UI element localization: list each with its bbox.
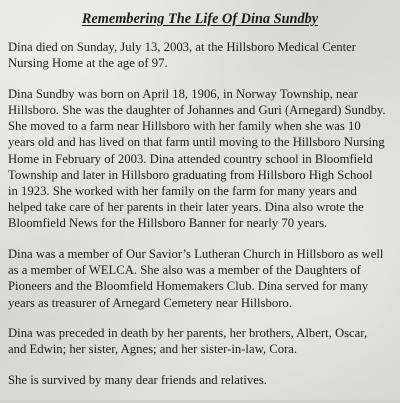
text-line: Township and later in Hillsboro graduating from Hillsboro High School <box>8 167 373 182</box>
paragraph-biography <box>8 86 400 232</box>
text-line: Nursing Home at the age of 97. <box>8 56 168 71</box>
text-line: Dina was preceded in death by her parents, her brothers, Albert, Oscar, <box>8 326 368 341</box>
text-line: Bloomfield News for the Hillsboro Banner for nearly 70 years. <box>8 216 328 231</box>
paragraph-survived-by <box>8 372 400 388</box>
page-title: Remembering The Life Of Dina Sundby <box>81 11 319 27</box>
obituary-body <box>8 39 400 403</box>
text-line: She moved to a farm near Hillsboro with her family when she was 10 <box>8 119 361 134</box>
text-line: Dina Sundby was born on April 18, 1906, in Norway Township, near <box>8 86 358 101</box>
text-line: years old and has lived on that farm until moving to the Hillsboro Nursing <box>8 135 385 150</box>
text-line: years as treasurer of Arnegard Cemetery near Hillsboro. <box>8 295 292 310</box>
text-line: and Edwin; her sister, Agnes; and her sister-in-law, Cora. <box>8 342 298 357</box>
text-line: in 1923. She worked with her family on the farm for many years and <box>8 184 357 199</box>
text-line: helped take care of her parents in their later years. Dina also wrote the <box>8 200 364 215</box>
text-line: Pioneers and the Bloomfield Homemakers Club. Dina served for many <box>8 279 369 294</box>
text-line: She is survived by many dear friends and relatives. <box>8 373 267 388</box>
paragraph-preceded-in-death <box>8 325 400 357</box>
text-line: as a member of WELCA. She also was a member of the Daughters of <box>8 263 361 278</box>
text-line: Dina died on Sunday, July 13, 2003, at the Hillsboro Medical Center <box>8 40 357 54</box>
paragraph-death-notice <box>8 39 400 71</box>
text-line: Home in February of 2003. Dina attended country school in Bloomfield <box>8 151 373 166</box>
paragraph-memberships <box>8 246 400 311</box>
text-line: Dina was a member of Our Savior’s Lutheran Church in Hillsboro as well <box>8 247 384 262</box>
text-line: Hillsboro. She was the daughter of Johannes and Guri (Arnegard) Sundby. <box>8 103 386 117</box>
